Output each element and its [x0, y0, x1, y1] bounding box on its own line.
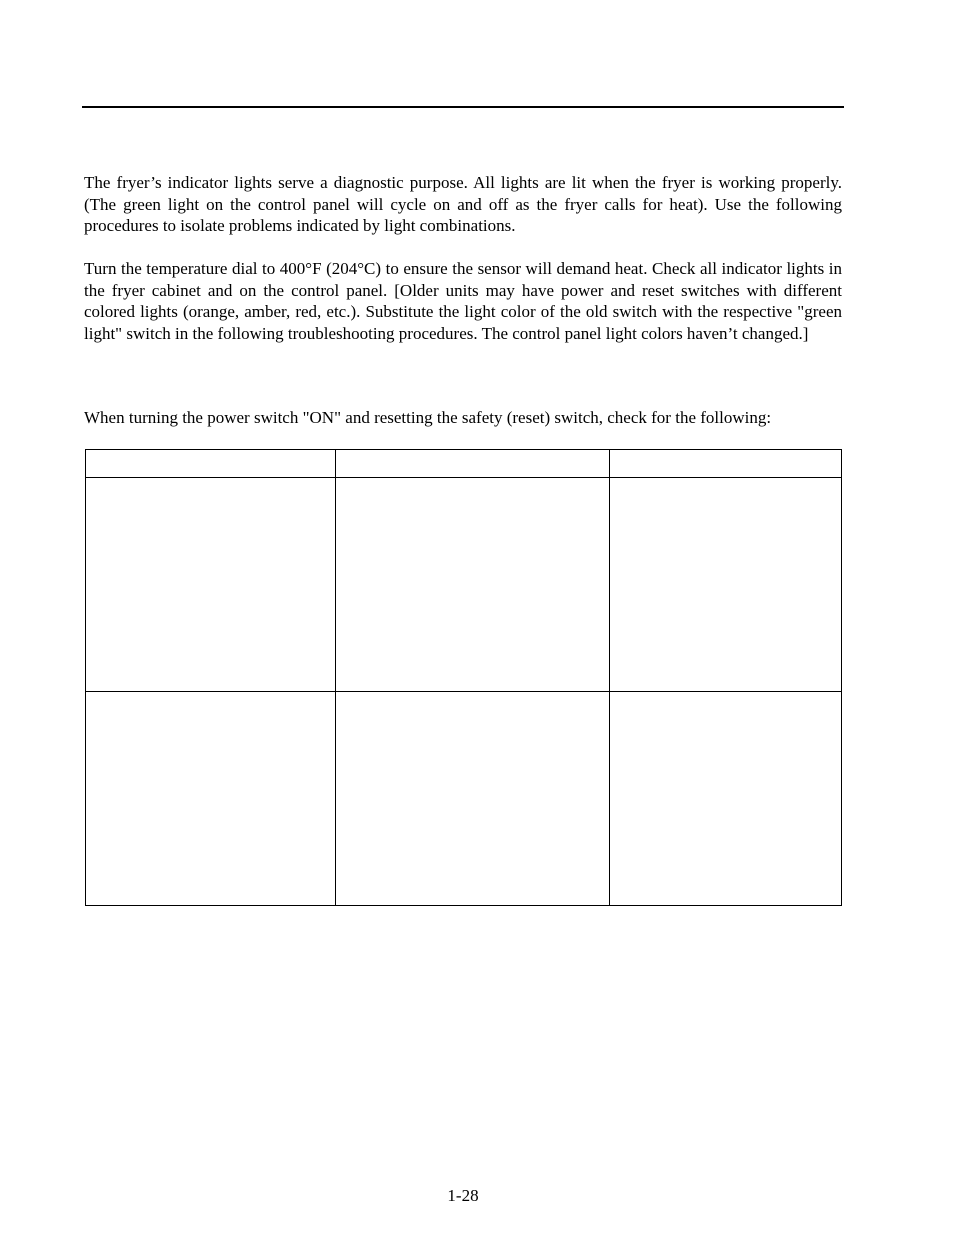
table-row: [86, 692, 842, 906]
table-row: [86, 478, 842, 692]
table-cell: [336, 478, 610, 692]
troubleshooting-table: [85, 449, 842, 906]
table-cell: [86, 478, 336, 692]
table-cell: [336, 692, 610, 906]
table-header-cell: [336, 450, 610, 478]
header-rule: [82, 106, 844, 108]
check-instruction: When turning the power switch "ON" and resetting the safety (reset) switch, check for the following:: [84, 408, 772, 427]
table-header-cell: [610, 450, 842, 478]
temperature-paragraph: Turn the temperature dial to 400°F (204°C) to ensure the sensor will demand heat. Check all indicator lights in the fryer cabinet and on the control panel. [Older units may have power and reset switches with different colored lights (orange, amber, red, etc.). Substitute the light color of the old switch with the respective "green light" switch in the following troubleshooting procedures. The control panel light colors haven’t changed.]: [84, 259, 842, 343]
intro-paragraph: The fryer’s indicator lights serve a diagnostic purpose. All lights are lit when the fryer is working properly. (The green light on the control panel will cycle on and off as the fryer calls for heat). Use the following procedures to isolate problems indicated by light combinations.: [84, 173, 842, 235]
table-cell: [610, 478, 842, 692]
table-cell: [610, 692, 842, 906]
table-header-cell: [86, 450, 336, 478]
page-number: 1-28: [447, 1186, 479, 1205]
table-header-row: [86, 450, 842, 478]
table-cell: [86, 692, 336, 906]
